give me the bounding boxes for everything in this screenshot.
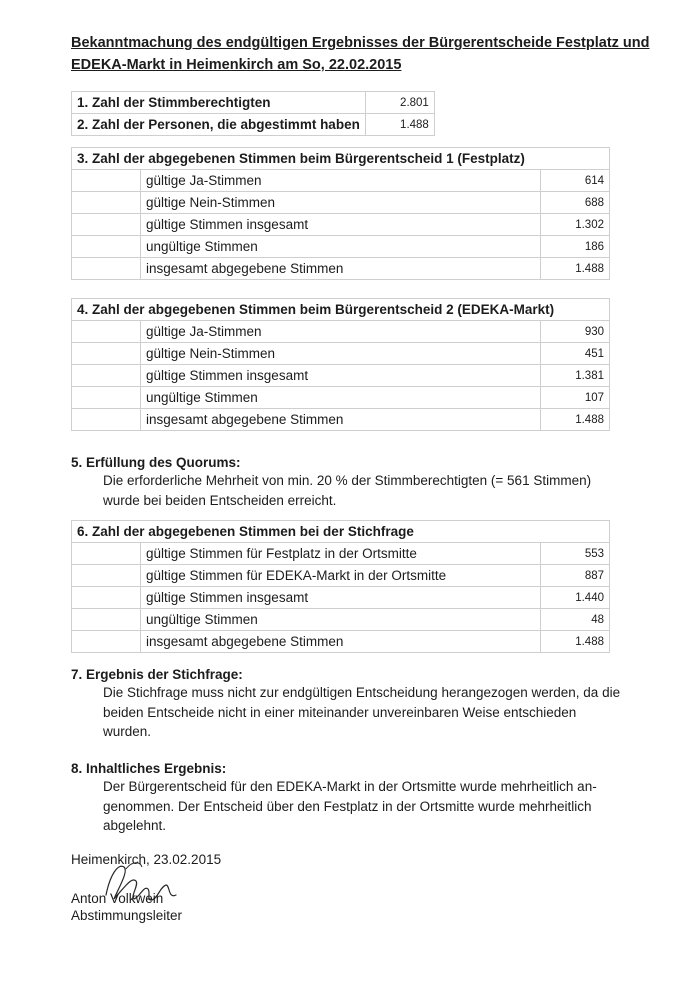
row-value: 48 [541, 609, 610, 631]
table-row [72, 258, 610, 280]
row-value: 1.381 [541, 365, 610, 387]
row-label: gültige Stimmen insgesamt [141, 587, 541, 609]
section4-heading: 4. Zahl der abgegebenen Stimmen beim Bürgerentscheid 2 (EDEKA-Markt) [72, 299, 610, 321]
table-row [72, 387, 610, 409]
row-label: ungültige Stimmen [141, 609, 541, 631]
summary-label-1: 1. Zahl der Stimmberechtigten [72, 92, 366, 114]
row-value: 1.440 [541, 587, 610, 609]
row-label: insgesamt abgegebene Stimmen [141, 409, 541, 431]
row-value: 614 [541, 170, 610, 192]
text-line: beiden Entscheide nicht in einer miteinander unvereinbaren Weise entschieden [103, 704, 577, 720]
signer-name: Anton Volkwein [71, 891, 164, 906]
row-value: 930 [541, 321, 610, 343]
summary-value-1: 2.801 [365, 92, 434, 114]
row-label: gültige Nein-Stimmen [141, 192, 541, 214]
row-label: ungültige Stimmen [141, 387, 541, 409]
table-row [72, 609, 610, 631]
row-label: gültige Stimmen für Festplatz in der Ortsmitte [141, 543, 541, 565]
row-label: gültige Ja-Stimmen [141, 170, 541, 192]
row-value: 1.488 [541, 631, 610, 653]
text-line: Die erforderliche Mehrheit von min. 20 % der Stimmberechtigten (= 561 Stimmen) [103, 473, 592, 488]
table-row [72, 92, 435, 114]
section5-heading: 5. Erfüllung des Quorums: [71, 455, 241, 470]
table-row [72, 409, 610, 431]
row-value: 107 [541, 387, 610, 409]
section7-text [103, 683, 633, 742]
summary-value-2: 1.488 [365, 114, 434, 136]
signer-role: Abstimmungsleiter [71, 908, 183, 923]
text-line: genommen. Der Entscheid über den Festplatz in der Ortsmitte wurde mehrheitlich [103, 798, 592, 814]
table-row [72, 565, 610, 587]
table-row [72, 343, 610, 365]
table-row [72, 214, 610, 236]
text-line: Die Stichfrage muss nicht zur endgültigen Entscheidung herangezogen werden, da die [103, 685, 621, 700]
handwritten-signature [96, 855, 186, 915]
section6-table [71, 520, 610, 653]
section5-text [103, 471, 633, 510]
section3-heading: 3. Zahl der abgegebenen Stimmen beim Bürgerentscheid 1 (Festplatz) [72, 148, 610, 170]
row-value: 1.302 [541, 214, 610, 236]
section6-heading: 6. Zahl der abgegebenen Stimmen bei der Stichfrage [72, 521, 610, 543]
row-label: gültige Stimmen insgesamt [141, 214, 541, 236]
row-label: gültige Nein-Stimmen [141, 343, 541, 365]
row-value: 887 [541, 565, 610, 587]
row-value: 688 [541, 192, 610, 214]
section8-heading: 8. Inhaltliches Ergebnis: [71, 761, 227, 776]
table-row [72, 236, 610, 258]
place-date: Heimenkirch, 23.02.2015 [71, 852, 222, 867]
row-value: 1.488 [541, 258, 610, 280]
text-line: abgelehnt. [103, 818, 167, 833]
row-label: ungültige Stimmen [141, 236, 541, 258]
table-row [72, 170, 610, 192]
table-row [72, 521, 610, 543]
section8-text [103, 777, 633, 836]
row-label: gültige Stimmen für EDEKA-Markt in der Ortsmitte [141, 565, 541, 587]
table-row [72, 299, 610, 321]
section7-heading: 7. Ergebnis der Stichfrage: [71, 667, 243, 682]
row-label: insgesamt abgegebene Stimmen [141, 258, 541, 280]
table-row [72, 114, 435, 136]
document-title: Bekanntmachung des endgültigen Ergebnisses der Bürgerentscheide Festplatz und EDEKA-Markt in Heimenkirch am So, 22.02.2015 [71, 35, 650, 73]
row-value: 451 [541, 343, 610, 365]
row-value: 1.488 [541, 409, 610, 431]
text-line: wurde bei beiden Entscheiden erreicht. [103, 492, 337, 508]
text-line: wurden. [103, 724, 152, 739]
section4-table [71, 298, 610, 431]
table-row [72, 192, 610, 214]
row-value: 553 [541, 543, 610, 565]
table-row [72, 631, 610, 653]
row-value: 186 [541, 236, 610, 258]
row-label: insgesamt abgegebene Stimmen [141, 631, 541, 653]
table-row [72, 321, 610, 343]
summary-label-2: 2. Zahl der Personen, die abgestimmt haben [72, 114, 366, 136]
summary-table [71, 91, 435, 136]
section3-table [71, 147, 610, 280]
table-row [72, 543, 610, 565]
text-line: Der Bürgerentscheid für den EDEKA-Markt in der Ortsmitte wurde mehrheitlich an- [103, 779, 597, 794]
table-row [72, 587, 610, 609]
table-row [72, 365, 610, 387]
row-label: gültige Ja-Stimmen [141, 321, 541, 343]
row-label: gültige Stimmen insgesamt [141, 365, 541, 387]
table-row [72, 148, 610, 170]
